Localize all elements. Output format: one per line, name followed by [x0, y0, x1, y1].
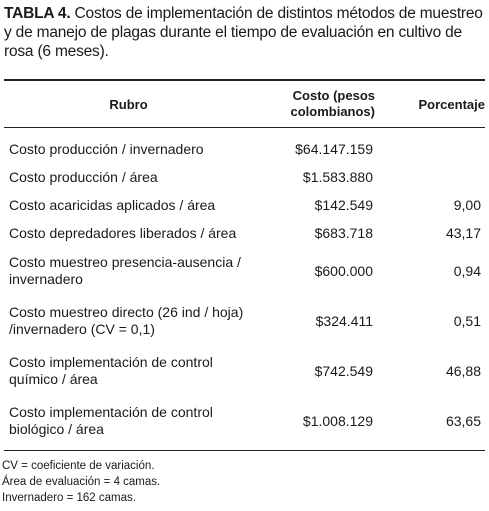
cell-porcentaje: 9,00: [453, 197, 481, 213]
caption-label: TABLA 4.: [4, 5, 71, 22]
cell-porcentaje: 63,65: [445, 412, 481, 429]
table-row: [4, 190, 485, 218]
table-row: [4, 296, 485, 346]
table-row: [4, 396, 485, 446]
header-rubro: Rubro: [109, 96, 148, 112]
table-row: [4, 134, 485, 162]
table-row: [4, 162, 485, 190]
cell-rubro-line2: /invernadero (CV = 0,1): [9, 321, 155, 337]
cell-rubro: [4, 254, 262, 288]
cell-porcentaje: 0,51: [453, 312, 481, 329]
cell-costo: $683.718: [314, 225, 373, 241]
cell-rubro: Costo depredadores liberados / área: [9, 225, 237, 241]
cell-costo: $1.008.129: [302, 412, 373, 429]
cell-porcentaje: 0,94: [453, 262, 481, 279]
header-porcentaje: Porcentaje: [418, 96, 485, 112]
cell-rubro-line2: químico / área: [9, 371, 98, 387]
cell-rubro: Costo producción / área: [9, 169, 158, 185]
cell-rubro: [4, 304, 262, 338]
cell-costo: $742.549: [314, 362, 373, 379]
cell-porcentaje: 43,17: [445, 225, 481, 241]
cell-costo: $324.411: [315, 312, 373, 329]
cell-costo: $1.583.880: [302, 169, 373, 185]
cell-rubro-line1: Costo muestreo directo (26 ind / hoja): [9, 304, 244, 320]
cell-rubro: [4, 354, 262, 388]
cell-rubro-line2: biológico / área: [9, 421, 104, 437]
header-costo-line1: Costo (pesos: [292, 88, 375, 103]
table-row: [4, 218, 485, 246]
cell-rubro-line2: invernadero: [9, 271, 83, 287]
table-row: [4, 246, 485, 296]
table-row: [4, 346, 485, 396]
cell-rubro-line1: Costo implementación de control: [9, 404, 213, 420]
cell-rubro-line1: Costo muestreo presencia-ausencia /: [9, 254, 241, 270]
header-costo-line2: colombianos): [290, 104, 375, 119]
note-area: Área de evaluación = 4 camas.: [2, 476, 161, 488]
cost-table: [4, 79, 485, 451]
cell-costo: $600.000: [314, 262, 373, 279]
cell-rubro: Costo acaricidas aplicados / área: [9, 197, 216, 213]
cell-costo: $64.147.159: [295, 141, 373, 157]
table-caption: [4, 4, 486, 61]
note-invernadero: Invernadero = 162 camas.: [2, 492, 136, 504]
table-header: [4, 81, 485, 128]
cell-rubro-line1: Costo implementación de control: [9, 354, 213, 370]
cell-porcentaje: 46,88: [445, 362, 481, 379]
note-cv: CV = coeficiente de variación.: [2, 460, 155, 472]
header-costo: [253, 88, 375, 120]
cell-rubro: [4, 404, 262, 438]
cell-costo: $142.549: [314, 197, 373, 213]
cell-rubro: Costo producción / invernadero: [9, 141, 204, 157]
table-notes: [2, 458, 160, 506]
caption-text: Costos de implementación de distintos métodos de muestreo y de manejo de plagas durante el tiempo de evaluación en cultivo de rosa (6 meses).: [4, 5, 483, 60]
